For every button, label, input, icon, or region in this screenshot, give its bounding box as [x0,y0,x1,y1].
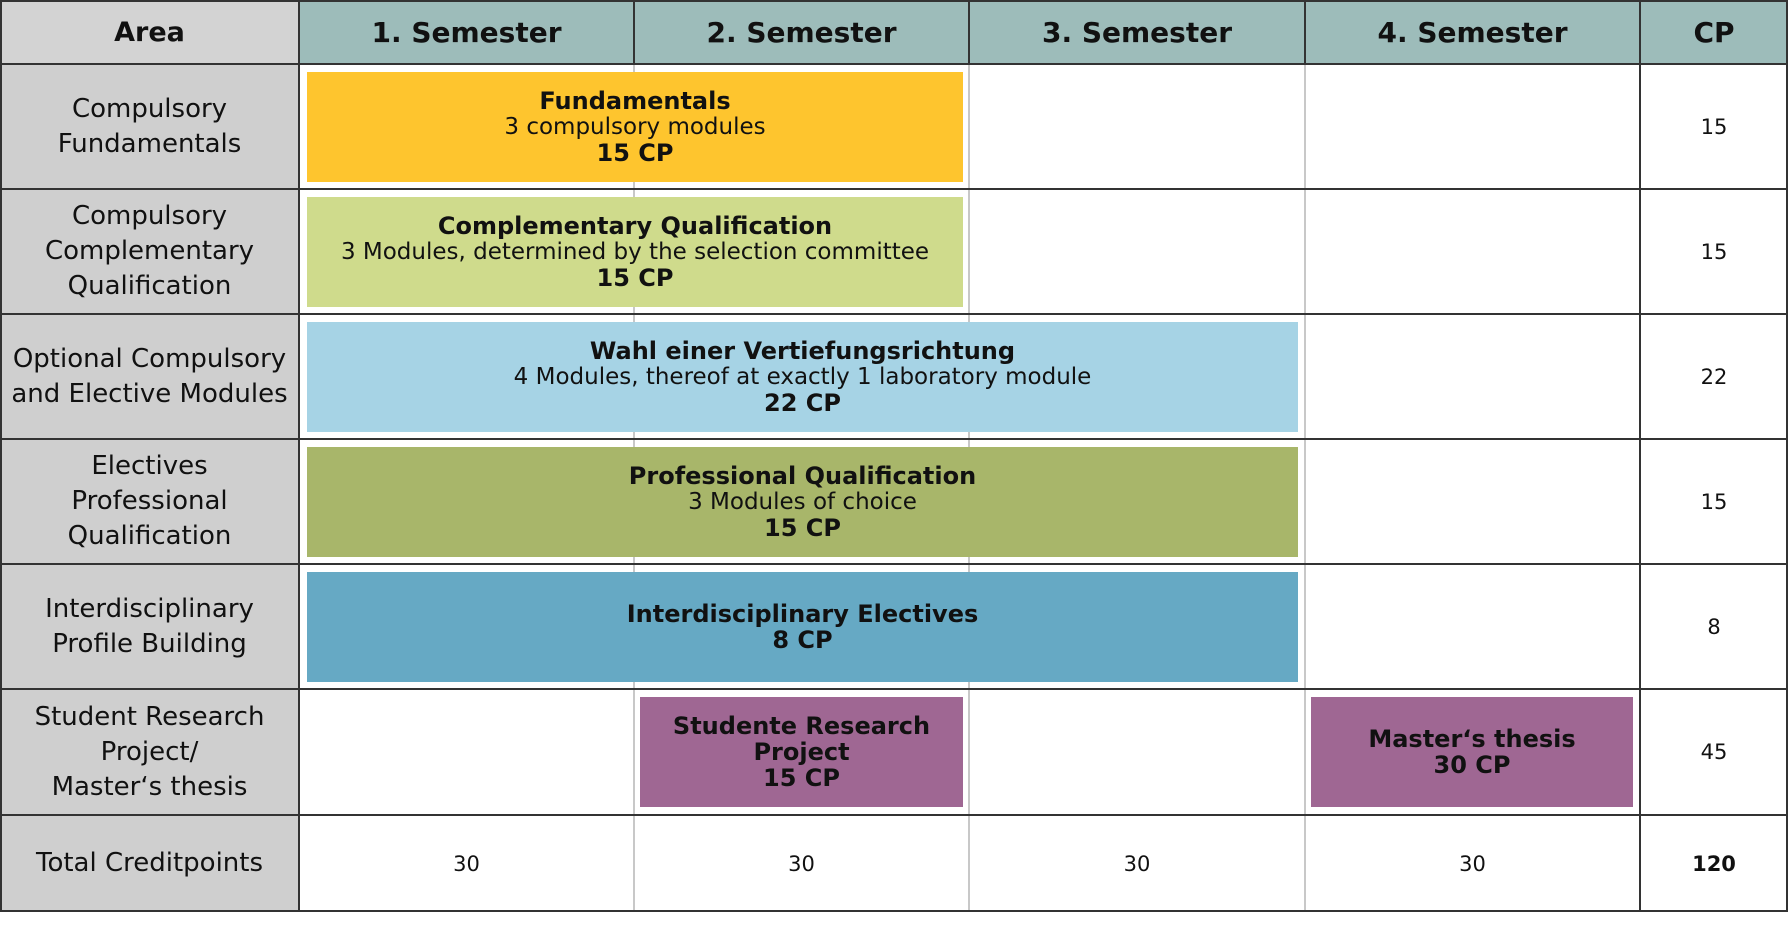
module-description: 3 compulsory modules [504,114,766,140]
module-credits: 15 CP [596,139,674,167]
cell [1305,314,1640,439]
total-semester-1: 30 [299,815,634,912]
row-cp: 45 [1640,689,1788,815]
grid-line [968,0,970,64]
header-cp: CP [1640,0,1788,64]
row-cp: 8 [1640,564,1788,689]
header-area: Area [0,0,299,64]
module-description: 3 Modules, determined by the selection committee [340,239,930,265]
module-description: 3 Modules of choice [688,489,917,515]
grid-line [298,0,300,912]
header-semester-2: 2. Semester [634,0,969,64]
grid-line [0,313,1788,315]
grid-line [0,910,1788,912]
module-title: Master‘s thesis [1368,725,1576,753]
module-title: Interdisciplinary Electives [626,600,979,628]
row-cp: 15 [1640,439,1788,564]
cell [299,689,634,815]
module-credits: 22 CP [764,389,841,417]
grid-line [0,0,1788,2]
module-title: Wahl einer Vertiefungsrichtung [589,337,1016,365]
module-block-masters-thesis [1311,697,1633,807]
module-credits: 15 CP [764,514,841,542]
total-semester-2: 30 [634,815,969,912]
module-credits: 8 CP [772,626,833,654]
grid-line [0,63,1788,65]
module-block-fundamentals [307,72,963,182]
module-block-professional [307,447,1298,557]
total-semester-3: 30 [969,815,1305,912]
module-block-research-project [640,697,963,807]
cell [969,689,1305,815]
area-label: Student Research Project/ Master‘s thesis [0,689,299,815]
module-credits: 15 CP [763,764,840,792]
header-semester-4: 4. Semester [1305,0,1640,64]
module-title: Fundamentals [539,87,731,115]
header-semester-1: 1. Semester [299,0,634,64]
cell [1305,189,1640,314]
total-label: Total Creditpoints [0,815,299,912]
cell [969,189,1305,314]
module-title: Studente Research Project [672,712,931,766]
grid-line [633,0,635,64]
header-semester-3: 3. Semester [969,0,1305,64]
grid-line [0,188,1788,190]
grid-line [0,0,2,912]
module-block-interdisciplinary [307,572,1298,682]
module-title: Complementary Qualification [437,212,833,240]
grid-line [0,688,1788,690]
row-cp: 15 [1640,189,1788,314]
module-block-specialization [307,322,1298,432]
module-description: 4 Modules, thereof at exactly 1 laboratory module [513,364,1092,390]
grid-line [0,438,1788,440]
total-semester-4: 30 [1305,815,1640,912]
row-cp: 22 [1640,314,1788,439]
cell [969,64,1305,189]
cell [1305,564,1640,689]
cell [1305,64,1640,189]
grid-line [1639,0,1641,912]
module-credits: 30 CP [1433,751,1511,779]
cell [1305,439,1640,564]
module-title: Professional Qualification [628,462,977,490]
grid-line [0,814,1788,816]
area-label: Electives Professional Qualification [0,439,299,564]
grid-line [0,563,1788,565]
module-block-complementary [307,197,963,307]
grid-line [1304,0,1306,64]
area-label: Compulsory Complementary Qualification [0,189,299,314]
area-label: Interdisciplinary Profile Building [0,564,299,689]
total-cp: 120 [1640,815,1788,912]
row-cp: 15 [1640,64,1788,189]
module-credits: 15 CP [596,264,674,292]
area-label: Optional Compulsory and Elective Modules [0,314,299,439]
area-label: Compulsory Fundamentals [0,64,299,189]
